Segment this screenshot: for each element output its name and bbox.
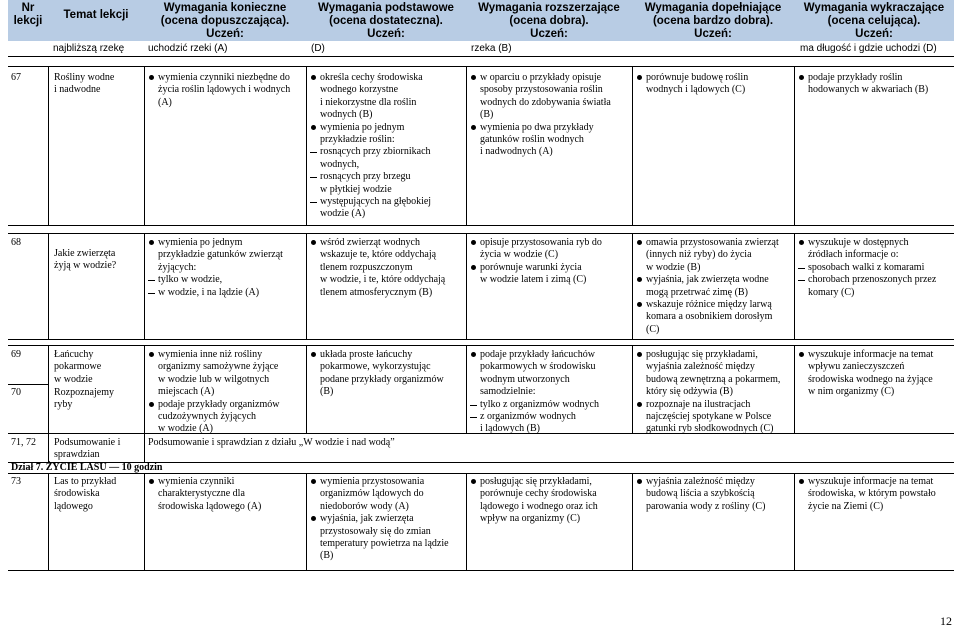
requirement-konieczne: wymienia po jednym przykładzie gatunków zwierząt żyjących: tylko w wodzie, w wodzie, i na lądzie (A) [148, 237, 283, 299]
requirement-podstawowe: wymienia przystosowania organizmów lądowych do niedoborów wody (A) wyjaśnia, jak zwierzęta przystosowały się do zmian temperatury powietrza na lądzie (B) [310, 476, 449, 563]
lesson-number: 69 [11, 349, 21, 360]
header-wymagania-wykraczajace: Wymagania wykraczające (ocena celująca). Uczeń: [803, 2, 945, 40]
column-divider [794, 233, 795, 339]
requirement-podstawowe: wśród zwierząt wodnych wskazuje te, które oddychają tlenem rozpuszczonym w wodzie, i te, które oddychają tlenem atmosferycznym (B) [310, 237, 445, 299]
requirement-wykraczajace: wyszukuje informacje na temat wpływu zanieczyszczeń środowiska wodnego na żyjące w nim organizmy (C) [798, 349, 933, 399]
header-wymagania-podstawowe: Wymagania podstawowe (ocena dostateczna). Uczeń: [318, 2, 454, 40]
continuation-row [8, 41, 954, 56]
divider [8, 339, 954, 340]
divider [8, 570, 954, 571]
continuation-text: uchodzić rzeki (A) [148, 43, 228, 54]
section-heading: Dział 7. ŻYCIE LASU — 10 godzin [11, 462, 163, 473]
lesson-topic: Rozpoznajemy ryby [54, 387, 114, 411]
requirement-rozszerzajace: posługując się przykładami, porównuje cechy środowiska lądowego i wodnego oraz ich wpływ na organizmy (C) [470, 476, 598, 526]
requirement-dopelniajace: porównuje budowę roślin wodnych i lądowych (C) [636, 72, 748, 97]
continuation-text: najbliższą rzekę [53, 43, 125, 54]
lesson-number: 68 [11, 237, 21, 248]
lesson-topic: Rośliny wodne i nadwodne [54, 72, 115, 96]
column-divider [466, 233, 467, 339]
column-divider [306, 66, 307, 225]
lesson-topic: Łańcuchy pokarmowe w wodzie [54, 349, 102, 385]
requirement-konieczne: wymienia czynniki charakterystyczne dla środowiska lądowego (A) [148, 476, 261, 513]
divider [8, 233, 954, 234]
column-divider [794, 66, 795, 225]
requirement-wykraczajace: wyszukuje informacje na temat środowiska, w którym powstało życie na Ziemi (C) [798, 476, 936, 513]
column-divider [306, 473, 307, 570]
requirement-podstawowe: układa proste łańcuchy pokarmowe, wykorzystując podane przykłady organizmów (B) [310, 349, 444, 399]
header-wymagania-konieczne: Wymagania konieczne (ocena dopuszczająca). Uczeń: [160, 2, 290, 40]
column-divider [306, 233, 307, 339]
column-divider [48, 473, 49, 570]
divider [8, 225, 954, 226]
column-divider [632, 233, 633, 339]
page-number: 12 [940, 614, 952, 628]
column-divider [466, 473, 467, 570]
requirement-podstawowe: określa cechy środowiska wodnego korzystne i niekorzystne dla roślin wodnych (B) wymienia po jednym przykładzie roślin: rosnących przy zbiornikach wodnych, rosnących przy brzegu w płytkiej wodzie występujących na głębokiej wodzie (A) [310, 72, 431, 221]
column-divider [632, 345, 633, 433]
lesson-topic: Las to przykład środowiska lądowego [54, 476, 117, 512]
header-topic: Temat lekcji [63, 9, 129, 21]
column-divider [306, 345, 307, 433]
divider [8, 56, 954, 57]
column-divider [144, 66, 145, 225]
column-divider [794, 473, 795, 570]
continuation-text: rzeka (B) [471, 43, 512, 54]
column-divider [48, 345, 49, 462]
column-divider [632, 66, 633, 225]
requirement-wykraczajace: podaje przykłady roślin hodowanych w akwariach (B) [798, 72, 928, 97]
requirement-dopelniajace: posługując się przykładami, wyjaśnia zależność między budową zewnętrzną a pokarmem, który się odżywia (B) rozpoznaje na ilustracjach najczęściej spotykane w Polsce gatunki ryb słodkowodnych (C) [636, 349, 780, 436]
column-divider [794, 345, 795, 433]
column-divider [466, 66, 467, 225]
requirement-rozszerzajace: w oparciu o przykłady opisuje sposoby przystosowania roślin wodnych do zdobywania światła (B) wymienia po dwa przykłady gatunków roślin wodnych i nadwodnych (A) [470, 72, 611, 159]
requirement-dopelniajace: wyjaśnia zależność między budową liścia a szybkością parowania wody z rośliny (C) [636, 476, 765, 513]
table-header [8, 0, 954, 41]
header-wymagania-rozszerzajace: Wymagania rozszerzające (ocena dobra). Uczeń: [478, 2, 620, 40]
lesson-topic: Podsumowanie i sprawdzian [54, 437, 121, 461]
column-divider [48, 66, 49, 225]
requirement-rozszerzajace: podaje przykłady łańcuchów pokarmowych w środowisku wodnym utworzonych samodzielnie: tylko z organizmów wodnych z organizmów wodnych i lądowych (B) [470, 349, 599, 436]
lesson-topic: Jakie zwierzęta żyją w wodzie? [54, 248, 117, 272]
lesson-number: 71, 72 [11, 437, 36, 448]
column-divider [144, 345, 145, 462]
column-divider [144, 473, 145, 570]
divider [8, 384, 48, 385]
column-divider [144, 233, 145, 339]
requirement-konieczne: wymienia inne niż rośliny organizmy samożywne żyjące w wodzie lub w wilgotnych miejscach (A) podaje przykłady organizmów cudzożywnych żyjących w wodzie (A) [148, 349, 279, 436]
requirement-dopelniajace: omawia przystosowania zwierząt (innych niż ryby) do życia w wodzie (B) wyjaśnia, jak zwierzęta wodne mogą przetrwać zimę (B) wskazuje różnice między larwą komara a osobnikiem dorosłym (C) [636, 237, 779, 336]
header-nr: Nr lekcji [13, 2, 43, 27]
lesson-number: 67 [11, 72, 21, 83]
summary-text: Podsumowanie i sprawdzian z działu „W wodzie i nad wodą” [148, 437, 395, 448]
column-divider [48, 233, 49, 339]
requirement-wykraczajace: wyszukuje w dostępnych źródłach informacje o: sposobach walki z komarami chorobach przenoszonych przez komary (C) [798, 237, 936, 299]
continuation-text: (D) [311, 43, 325, 54]
requirement-rozszerzajace: opisuje przystosowania ryb do życia w wodzie (C) porównuje warunki życia w wodzie latem i zimą (C) [470, 237, 602, 287]
continuation-text: ma długość i gdzie uchodzi (D) [800, 43, 937, 54]
header-wymagania-dopelniajace: Wymagania dopełniające (ocena bardzo dobra). Uczeń: [644, 2, 782, 40]
divider [8, 345, 954, 346]
lesson-number: 73 [11, 476, 21, 487]
lesson-number: 70 [11, 387, 21, 398]
divider [8, 66, 954, 67]
column-divider [632, 473, 633, 570]
column-divider [466, 345, 467, 433]
requirement-konieczne: wymienia czynniki niezbędne do życia roślin lądowych i wodnych (A) [148, 72, 290, 109]
